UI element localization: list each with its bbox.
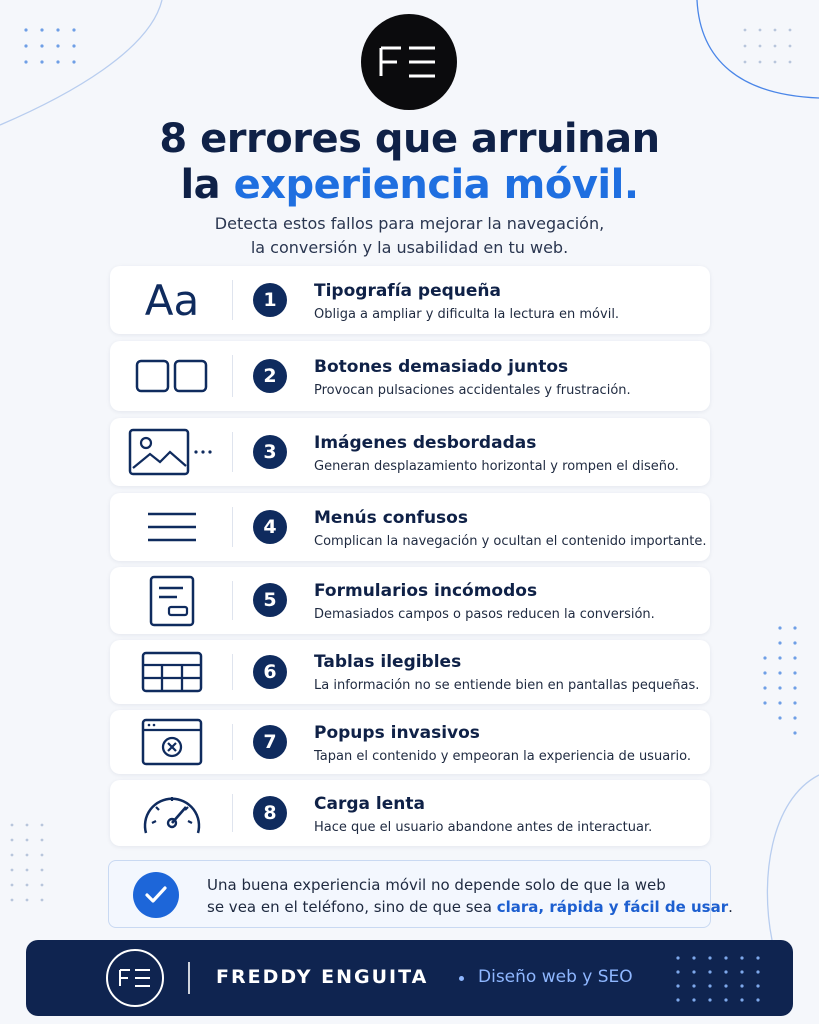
brand-logo xyxy=(361,14,457,110)
fe-logo-icon xyxy=(118,968,152,988)
error-description: Obliga a ampliar y dificulta la lectura en móvil. xyxy=(314,307,620,322)
typography-icon: Aa xyxy=(144,275,200,325)
title-line-1: 8 errores que arruinan xyxy=(159,116,660,162)
error-card-7 xyxy=(110,710,710,774)
error-title: Botones demasiado juntos xyxy=(314,357,569,377)
error-number: 2 xyxy=(253,359,287,393)
error-title: Imágenes desbordadas xyxy=(314,433,537,453)
brand-name: FREDDY ENGUITA xyxy=(216,966,429,988)
error-description: Demasiados campos o pasos reducen la conversión. xyxy=(314,607,655,622)
error-description: La información no se entiende bien en pantallas pequeñas. xyxy=(314,678,700,693)
error-number: 3 xyxy=(253,435,287,469)
page-title xyxy=(0,116,819,208)
error-number: 1 xyxy=(253,283,287,317)
conclusion-callout xyxy=(108,860,733,928)
error-description: Generan desplazamiento horizontal y rompen el diseño. xyxy=(314,459,679,474)
error-card-4 xyxy=(110,493,710,561)
footer-dots-decoration xyxy=(672,952,772,1006)
error-title: Formularios incómodos xyxy=(314,581,538,601)
error-description: Hace que el usuario abandone antes de interactuar. xyxy=(314,820,653,835)
title-line-2: la experiencia móvil. xyxy=(180,162,639,208)
error-number: 7 xyxy=(253,725,287,759)
footer-banner xyxy=(26,940,793,1016)
error-description: Tapan el contenido y empeoran la experiencia de usuario. xyxy=(314,749,691,764)
form-icon xyxy=(126,567,218,634)
title-accent: experiencia móvil. xyxy=(233,162,639,208)
footer-logo xyxy=(106,949,164,1007)
checkmark-icon xyxy=(133,872,179,918)
page-subtitle: Detecta estos fallos para mejorar la navegación, la conversión y la usabilidad en tu web. xyxy=(214,214,605,257)
error-title: Menús confusos xyxy=(314,508,468,528)
error-number: 8 xyxy=(253,796,287,830)
error-card-3 xyxy=(110,418,710,486)
buttons-icon xyxy=(126,341,218,411)
speedometer-icon xyxy=(126,780,218,846)
fe-logo-icon xyxy=(379,45,439,79)
error-card-1 xyxy=(110,266,710,334)
table-icon xyxy=(126,640,218,704)
error-title: Tipografía pequeña xyxy=(314,281,501,301)
image-overflow-icon xyxy=(126,418,218,486)
error-title: Carga lenta xyxy=(314,794,425,814)
error-number: 4 xyxy=(253,510,287,544)
menu-icon xyxy=(126,493,218,561)
error-title: Popups invasivos xyxy=(314,723,480,743)
error-number: 6 xyxy=(253,655,287,689)
callout-text: Una buena experiencia móvil no depende solo de que la web se vea en el teléfono, sino de que sea clara, rápida y fácil de usar. xyxy=(207,876,733,916)
error-card-6 xyxy=(110,640,710,704)
error-title: Tablas ilegibles xyxy=(314,652,462,672)
brand-tagline: Diseño web y SEO xyxy=(478,967,633,987)
popup-icon xyxy=(126,710,218,774)
error-card-5 xyxy=(110,567,710,634)
callout-highlight: clara, rápida y fácil de usar xyxy=(496,898,729,916)
error-card-8 xyxy=(110,780,710,846)
error-card-2 xyxy=(110,341,710,411)
error-description: Complican la navegación y ocultan el contenido importante. xyxy=(314,534,707,549)
error-description: Provocan pulsaciones accidentales y frustración. xyxy=(314,383,631,398)
error-number: 5 xyxy=(253,583,287,617)
